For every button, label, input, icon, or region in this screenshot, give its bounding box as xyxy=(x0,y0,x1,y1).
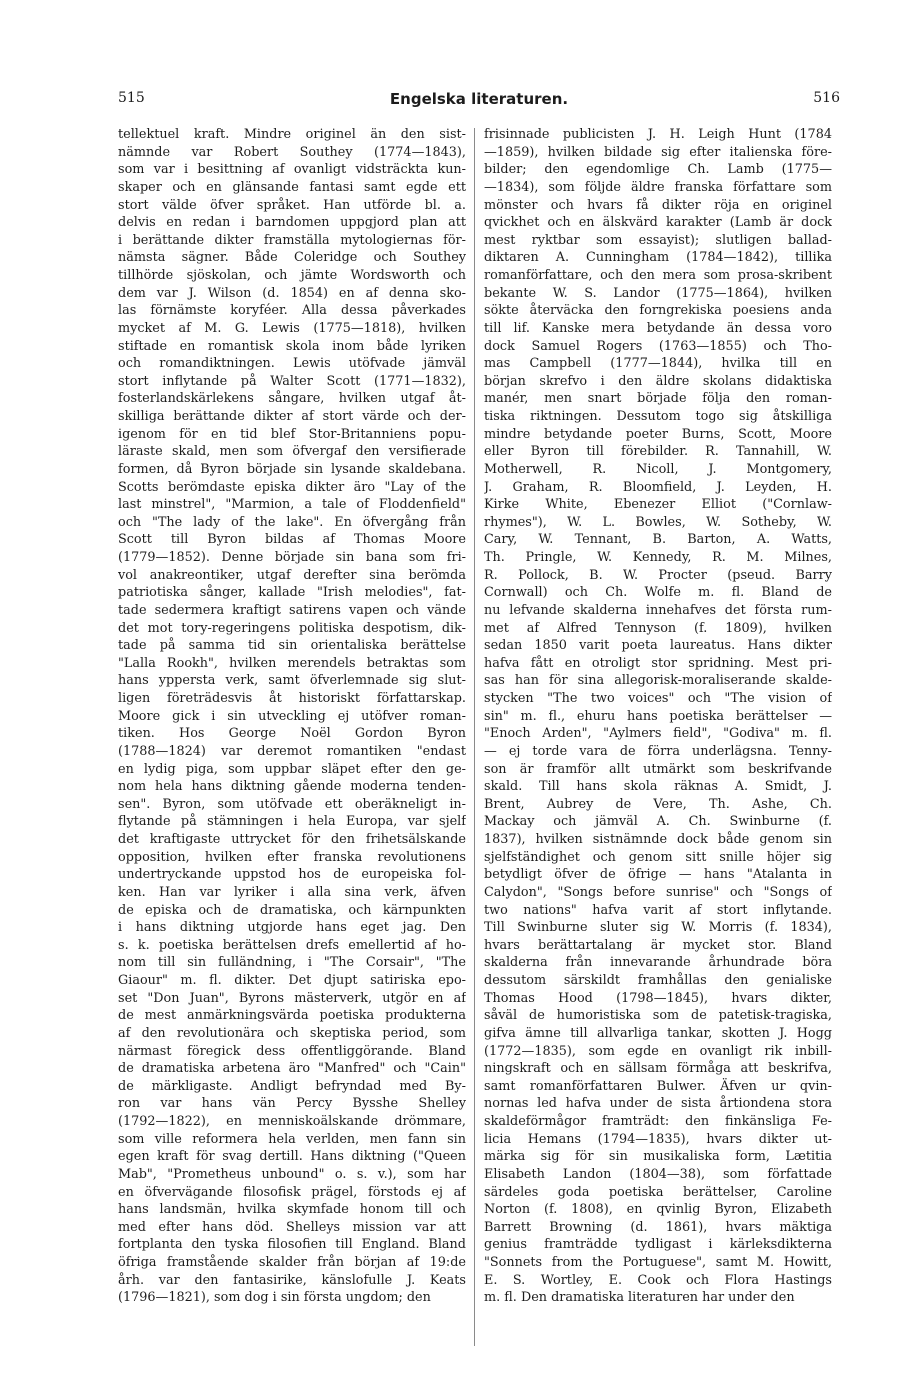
text-line: Elisabeth Landon (1804—38), som författade xyxy=(484,1166,832,1182)
text-line: 1837), hvilken sistnämnde dock både genom sin xyxy=(484,832,832,847)
text-line: Kirke White, Ebenezer Elliot ("Cornlaw- xyxy=(484,497,832,513)
text-line: Calydon", "Songs before sunrise" och "Songs of xyxy=(484,884,832,900)
text-line: bekante W. S. Landor (1775—1864), hvilken xyxy=(484,285,832,301)
text-line: bilder; den egendomlige Ch. Lamb (1775— xyxy=(484,162,832,178)
text-line: eller Byron till förebilder. R. Tannahill, W. xyxy=(484,444,832,460)
text-line: nornas led hafva under de sista årtiondena stora xyxy=(484,1096,832,1112)
text-line: egen kraft för svag dertill. Hans diktning ("Queen xyxy=(118,1149,466,1165)
text-line: tade sedermera kraftigt satirens vapen och vände xyxy=(118,602,466,618)
text-line: nom till sin fulländning, i "The Corsair", "The xyxy=(118,955,466,971)
text-line: genius framträdde tydligast i kärleksdikterna xyxy=(484,1237,832,1253)
text-line: hans landsmän, hvilka skymfade honom till och xyxy=(118,1202,466,1218)
text-line: set "Don Juan", Byrons mästerverk, utgör en af xyxy=(118,990,466,1006)
text-line: gifva ämne till allvarliga tankar, skotten J. Hogg xyxy=(484,1025,832,1041)
text-line: Giaour" m. fl. dikter. Det djupt satiriska epo- xyxy=(118,973,466,988)
text-line: —1834), som följde äldre franska författare som xyxy=(484,179,832,195)
text-line: Scott till Byron bildas af Thomas Moore xyxy=(118,532,466,548)
text-line: ron var hans vän Percy Bysshe Shelley xyxy=(118,1096,466,1112)
text-line: skaper och en glänsande fantasi samt egde ett xyxy=(118,179,466,195)
text-line: (1779—1852). Denne började sin bana som fri- xyxy=(118,550,466,565)
text-line: tiken. Hos George Noël Gordon Byron xyxy=(118,726,466,742)
text-line: hvars berättartalang är mycket stor. Bland xyxy=(484,937,832,953)
text-line: sökte återväcka den forngrekiska poesiens anda xyxy=(484,303,832,319)
text-line: dessutom särskildt framhållas den genialiske xyxy=(484,973,832,988)
text-line: manér, men snart började följa den roman- xyxy=(484,391,832,407)
text-line: samt romanförfattaren Bulwer. Äfven ur qvin- xyxy=(484,1078,832,1094)
text-line: vol anakreontiker, utgaf derefter sina berömda xyxy=(118,567,466,583)
text-line: Thomas Hood (1798—1845), hvars dikter, xyxy=(484,990,832,1006)
text-line: s. k. poetiska berättelsen drefs emellertid af ho- xyxy=(118,937,466,953)
text-line: ligen företrädesvis åt historiskt författarskap. xyxy=(118,691,466,706)
text-line: stycken "The two voices" och "The vision of xyxy=(484,691,832,706)
text-line: som var i besittning af ovanligt vidsträckta kun- xyxy=(118,162,466,178)
text-line: närmast föregick dess offentliggörande. Bland xyxy=(118,1043,466,1059)
text-line: (1792—1822), en menniskoälskande drömmare, xyxy=(118,1114,466,1129)
text-line: Cornwall) och Ch. Wolfe m. fl. Bland de xyxy=(484,585,832,601)
text-line: med efter hans död. Shelleys mission var att xyxy=(118,1219,466,1235)
text-line: Moore gick i sin utveckling ej utöfver roman- xyxy=(118,708,466,724)
running-title: Engelska literaturen. xyxy=(389,90,569,108)
text-line: sas han för sina allegorisk-moraliserande skalde- xyxy=(484,673,832,689)
text-line: Cary, W. Tennant, B. Barton, A. Watts, xyxy=(484,532,832,548)
text-line: de episka och de dramatiska, och kärnpunkten xyxy=(118,902,466,918)
text-line: dock Samuel Rogers (1763—1855) och Tho- xyxy=(484,338,832,354)
text-line: Till Swinburne sluter sig W. Morris (f. 1834), xyxy=(484,920,832,936)
text-line: —1859), hvilken bildade sig efter italienska före- xyxy=(484,144,832,160)
text-line: en lydig piga, som uppbar släpet efter den ge- xyxy=(118,761,466,777)
text-line: skald. Till hans skola räknas A. Smidt, J. xyxy=(484,779,832,795)
text-line: och "The lady of the lake". En öfvergång från xyxy=(118,514,466,530)
text-line: betydligt öfver de öfrige — hans "Atalanta in xyxy=(484,867,832,883)
column-divider xyxy=(474,128,475,1346)
text-line: delvis en redan i barndomen uppgjord plan att xyxy=(118,215,466,231)
text-line: början skrefvo i den äldre skolans didaktiska xyxy=(484,373,832,389)
text-line: en öfvervägande filosofisk prägel, förstods ej af xyxy=(118,1184,466,1200)
text-line: sedan 1850 varit poeta laureatus. Hans dikter xyxy=(484,638,832,654)
text-line: las förnämste koryféer. Alla dessa påverkades xyxy=(118,303,466,319)
text-line: — ej torde vara de förra underlägsna. Tenny- xyxy=(484,743,832,759)
text-line: qvickhet och en älskvärd karakter (Lamb är dock xyxy=(484,215,832,231)
text-line: rhymes"), W. L. Bowles, W. Sotheby, W. xyxy=(484,514,832,530)
text-line: tillhörde sjöskolan, och jämte Wordsworth och xyxy=(118,268,466,283)
text-line: särdeles goda poetiska berättelser, Caroline xyxy=(484,1184,832,1200)
text-line: diktaren A. Cunningham (1784—1842), tillika xyxy=(484,250,832,266)
text-line: licia Hemans (1794—1835), hvars dikter ut- xyxy=(484,1131,832,1147)
text-line: Barrett Browning (d. 1861), hvars mäktiga xyxy=(484,1219,832,1235)
text-line: Scotts berömdaste episka dikter äro "Lay of the xyxy=(118,479,466,495)
page-number-right: 516 xyxy=(813,90,840,106)
text-line: och romandiktningen. Lewis utöfvade jämväl xyxy=(118,356,466,372)
text-line: som ville reformera hela verlden, men fann sin xyxy=(118,1131,466,1147)
text-line: tiska riktningen. Dessutom togo sig åtskilliga xyxy=(484,409,832,424)
text-line: tade på samma tid sin orientaliska berättelse xyxy=(118,638,466,654)
text-line: Mab", "Prometheus unbound" o. s. v.), som har xyxy=(118,1166,466,1182)
text-line: till lif. Kanske mera betydande än dessa voro xyxy=(484,320,832,336)
text-line: J. Graham, R. Bloomfield, J. Leyden, H. xyxy=(484,479,832,495)
text-line: af den revolutionära och skeptiska period, som xyxy=(118,1025,466,1041)
text-line: Brent, Aubrey de Vere, Th. Ashe, Ch. xyxy=(484,796,832,812)
text-line: Th. Pringle, W. Kennedy, R. M. Milnes, xyxy=(484,550,832,565)
text-line: sin" m. fl., ehuru hans poetiska berättelser — xyxy=(484,708,832,724)
text-line: ken. Han var lyriker i alla sina verk, äfven xyxy=(118,884,466,900)
text-line: igenom för en tid blef Stor-Britanniens popu- xyxy=(118,426,466,442)
text-line: Motherwell, R. Nicoll, J. Montgomery, xyxy=(484,461,832,477)
text-line: (1788—1824) var deremot romantiken "endast xyxy=(118,743,466,759)
page-header xyxy=(118,90,840,112)
left-text-column xyxy=(118,126,466,1307)
text-line: nom hela hans diktning gående moderna tenden- xyxy=(118,779,466,795)
text-line: Mackay och jämväl A. Ch. Swinburne (f. xyxy=(484,814,832,830)
text-line: dem var J. Wilson (d. 1854) en af denna sko- xyxy=(118,285,466,301)
text-line: fortplanta den tyska filosofien till England. Bland xyxy=(118,1237,466,1253)
text-line: skalderna från innevarande århundrade böra xyxy=(484,955,832,971)
text-line: de märkligaste. Andligt befryndad med By- xyxy=(118,1078,466,1094)
text-line: mönster och hvars få dikter röja en originel xyxy=(484,197,832,213)
text-line: E. S. Wortley, E. Cook och Flora Hastings xyxy=(484,1272,832,1288)
text-line: flytande på stämningen i hela Europa, var sjelf xyxy=(118,814,466,830)
text-line: nu lefvande skalderna innehafves det första rum- xyxy=(484,602,832,618)
text-line: son är framför allt utmärkt som beskrifvande xyxy=(484,761,832,777)
text-line: i berättande dikter framställa mytologiernas för- xyxy=(118,232,466,248)
text-line: formen, då Byron började sin lysande skaldebana. xyxy=(118,461,466,477)
text-line: läraste skald, men som öfvergaf den versifierade xyxy=(118,444,466,460)
text-line: årh. var den fantasirike, känslofulle J. Keats xyxy=(118,1272,466,1288)
text-line: mas Campbell (1777—1844), hvilka till en xyxy=(484,356,832,372)
text-line: nämnde var Robert Southey (1774—1843), xyxy=(118,144,466,160)
text-line: m. fl. Den dramatiska literaturen har under den xyxy=(484,1290,795,1306)
text-line: fosterlandskärlekens sångare, hvilken utgaf åt- xyxy=(118,391,466,407)
text-line: såväl de humoristiska som de patetisk-tragiska, xyxy=(484,1008,832,1024)
text-line: skaldeförmågor framträdt: den finkänsliga Fe- xyxy=(484,1114,832,1129)
text-line: stiftade en romantisk skola inom både lyriken xyxy=(118,338,466,354)
text-line: met af Alfred Tennyson (f. 1809), hvilken xyxy=(484,620,832,636)
text-line: "Sonnets from the Portuguese", samt M. Howitt, xyxy=(484,1255,832,1270)
text-line: de dramatiska arbetena äro "Manfred" och "Cain" xyxy=(118,1061,466,1077)
text-line: öfriga framstående skalder från början af 19:de xyxy=(118,1255,466,1270)
text-line: mindre betydande poeter Burns, Scott, Moore xyxy=(484,426,832,442)
text-line: mest ryktbar som essayist); slutligen ballad- xyxy=(484,232,832,248)
text-line: last minstrel", "Marmion, a tale of Floddenfield" xyxy=(118,497,466,513)
page-number-left: 515 xyxy=(118,90,145,106)
text-line: undertryckande uppstod hos de europeiska fol- xyxy=(118,867,466,883)
text-line: stort inflytande på Walter Scott (1771—1832), xyxy=(118,373,466,389)
text-line: R. Pollock, B. W. Procter (pseud. Barry xyxy=(484,567,832,583)
text-line: "Lalla Rookh", hvilken merendels betraktas som xyxy=(118,655,466,671)
text-line: sjelfständighet och genom sitt snille höjer sig xyxy=(484,849,832,865)
text-line: patriotiska sånger, kallade "Irish melodies", fat- xyxy=(118,585,466,601)
right-text-column xyxy=(484,126,832,1307)
text-line: de mest anmärkningsvärda poetiska produkterna xyxy=(118,1008,466,1024)
text-line: hans yppersta verk, samt öfverlemnade sig slut- xyxy=(118,673,466,689)
text-line: nämsta sägner. Både Coleridge och Southey xyxy=(118,250,466,266)
text-line: i hans diktning utgjorde hans eget jag. Den xyxy=(118,920,466,936)
text-line: det mot tory-regeringens politiska despotism, dik- xyxy=(118,620,466,636)
text-line: two nations" hafva varit af stort inflytande. xyxy=(484,902,832,918)
text-line: hafva fått en otroligt stor spridning. Mest pri- xyxy=(484,655,832,671)
text-line: frisinnade publicisten J. H. Leigh Hunt (1784 xyxy=(484,127,832,142)
text-line: skilliga berättande dikter af stort värde och der- xyxy=(118,409,466,424)
text-line: romanförfattare, och den mera som prosa-skribent xyxy=(484,268,832,283)
text-line: "Enoch Arden", "Aylmers field", "Godiva" m. fl. xyxy=(484,726,832,742)
text-line: ningskraft och en sällsam förmåga att beskrifva, xyxy=(484,1061,832,1077)
text-line: (1772—1835), som egde en ovanligt rik inbill- xyxy=(484,1043,832,1059)
text-line: stort välde öfver språket. Han utförde bl. a. xyxy=(118,197,466,213)
text-line: märka sig för sin musikaliska form, Lætitia xyxy=(484,1149,832,1165)
text-line: det kraftigaste uttrycket för den frihetsälskande xyxy=(118,832,466,847)
text-line: sen". Byron, som utöfvade ett oberäkneligt in- xyxy=(118,796,466,812)
text-line: (1796—1821), som dog i sin första ungdom; den xyxy=(118,1290,431,1306)
text-line: Norton (f. 1808), en qvinlig Byron, Elizabeth xyxy=(484,1202,832,1218)
text-line: mycket af M. G. Lewis (1775—1818), hvilken xyxy=(118,320,466,336)
text-line: opposition, hvilken efter franska revolutionens xyxy=(118,849,466,865)
text-line: tellektuel kraft. Mindre originel än den sist- xyxy=(118,127,466,142)
